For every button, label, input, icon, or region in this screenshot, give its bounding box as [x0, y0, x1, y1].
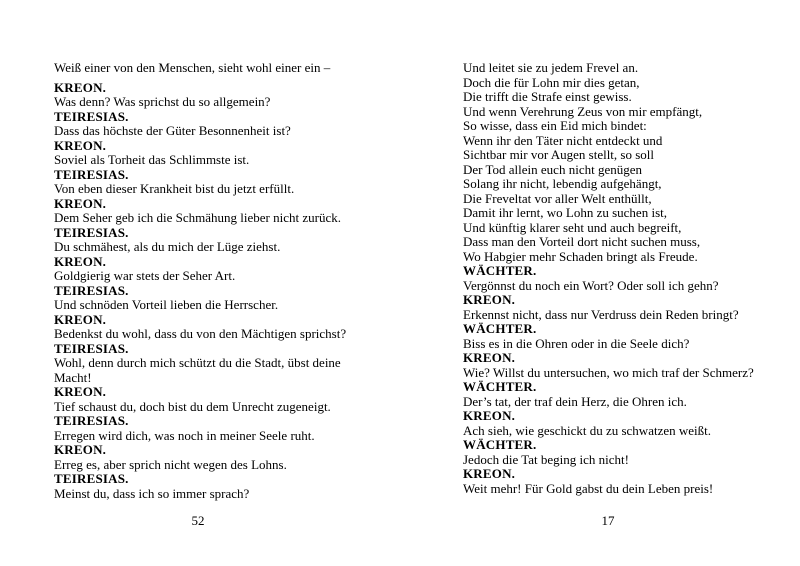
speaker-name: KREON. — [54, 384, 107, 399]
page-right-number: 17 — [601, 513, 615, 528]
speaker-name: TEIRESIAS. — [54, 471, 129, 486]
speaker-name: WÄCHTER. — [463, 321, 537, 336]
dialogue-line: Bedenkst du wohl, dass du von den Mächtigen sprichst? — [54, 326, 347, 341]
speaker-name: KREON. — [54, 253, 107, 269]
dialogue-line: So wisse, dass ein Eid mich bindet: — [463, 118, 647, 133]
dialogue-line: Meinst du, dass ich so immer sprach? — [54, 485, 250, 501]
dialogue-line: Erkennst nicht, dass nur Verdruss dein Reden bringt? — [463, 306, 739, 322]
dialogue-line: Die Freveltat vor aller Welt enthüllt, — [463, 190, 652, 206]
dialogue-line: Doch die für Lohn mir dies getan, — [463, 74, 640, 90]
dialogue-line: Du schmähest, als du mich der Lüge ziehst. — [54, 239, 281, 254]
dialogue-line: Tief schaust du, doch bist du dem Unrecht zugeneigt. — [54, 398, 331, 414]
dialogue-line: Erregen wird dich, was noch in meiner Seele ruht. — [54, 427, 315, 443]
dialogue-line: Der’s tat, der traf dein Herz, die Ohren ich. — [463, 393, 687, 409]
page-right-text — [463, 61, 793, 496]
speaker-name: KREON. — [54, 195, 107, 211]
speaker-name: TEIRESIAS. — [54, 224, 129, 240]
dialogue-line: Und schnöden Vorteil lieben die Herrscher. — [54, 297, 279, 312]
speaker-name: WÄCHTER. — [463, 379, 537, 394]
dialogue-line: Wohl, denn durch mich schützt du die Stadt, übst deine — [54, 355, 341, 370]
dialogue-line: Erreg es, aber sprich nicht wegen des Lohns. — [54, 456, 287, 472]
speaker-name: TEIRESIAS. — [54, 108, 129, 124]
dialogue-line: Von eben dieser Krankheit bist du jetzt erfüllt. — [54, 181, 295, 196]
dialogue-line: Vergönnst du noch ein Wort? Oder soll ich gehn? — [463, 277, 719, 293]
dialogue-line: Weiß einer von den Menschen, sieht wohl einer ein – — [54, 60, 331, 75]
speaker-name: WÄCHTER. — [463, 263, 537, 278]
speaker-name: TEIRESIAS. — [54, 166, 129, 182]
speaker-name: TEIRESIAS. — [54, 282, 129, 298]
dialogue-line: Jedoch die Tat beging ich nicht! — [463, 451, 629, 467]
dialogue-line: Sichtbar mir vor Augen stellt, so soll — [463, 147, 655, 162]
speaker-name: TEIRESIAS. — [54, 413, 129, 428]
dialogue-line: Dass man den Vorteil dort nicht suchen muss, — [463, 234, 701, 249]
speaker-name: TEIRESIAS. — [54, 340, 129, 356]
dialogue-line: Und leitet sie zu jedem Frevel an. — [463, 60, 639, 75]
page-left-text — [54, 61, 384, 501]
dialogue-line: Macht! — [54, 369, 92, 385]
dialogue-line: Dem Seher geb ich die Schmähung lieber nicht zurück. — [54, 210, 341, 225]
dialogue-line: Dass das höchste der Güter Besonnenheit ist? — [54, 123, 291, 138]
dialogue-line: Wie? Willst du untersuchen, wo mich traf der Schmerz? — [463, 364, 754, 380]
page-right — [400, 0, 800, 566]
dialogue-line: Goldgierig war stets der Seher Art. — [54, 268, 236, 283]
dialogue-line: Was denn? Was sprichst du so allgemein? — [54, 94, 271, 109]
speaker-name: KREON. — [463, 466, 516, 481]
speaker-name: KREON. — [54, 442, 107, 457]
dialogue-line: Solang ihr nicht, lebendig aufgehängt, — [463, 176, 662, 191]
dialogue-line: Wo Habgier mehr Schaden bringt als Freude. — [463, 248, 698, 264]
dialogue-line: Biss es in die Ohren oder in die Seele dich? — [463, 335, 690, 351]
dialogue-line: Die trifft die Strafe einst gewiss. — [463, 89, 632, 104]
dialogue-line: Ach sieh, wie geschickt du zu schwatzen weißt. — [463, 422, 712, 438]
speaker-name: KREON. — [54, 311, 107, 327]
speaker-name: KREON. — [463, 292, 516, 307]
speaker-name: KREON. — [54, 79, 107, 95]
page-left-number: 52 — [191, 513, 205, 528]
dialogue-line: Wenn ihr den Täter nicht entdeckt und — [463, 132, 663, 148]
dialogue-line: Der Tod allein euch nicht genügen — [463, 161, 642, 177]
dialogue-line: Und künftig klarer seht und auch begreift, — [463, 219, 682, 235]
speaker-name: KREON. — [463, 350, 516, 365]
speaker-name: WÄCHTER. — [463, 437, 537, 452]
speaker-name: KREON. — [463, 408, 516, 423]
speaker-name: KREON. — [54, 137, 107, 153]
dialogue-line: Weit mehr! Für Gold gabst du dein Leben preis! — [463, 480, 714, 496]
dialogue-line: Damit ihr lernt, wo Lohn zu suchen ist, — [463, 205, 667, 220]
dialogue-line: Und wenn Verehrung Zeus von mir empfängt, — [463, 103, 703, 119]
dialogue-line: Soviel als Torheit das Schlimmste ist. — [54, 152, 250, 167]
